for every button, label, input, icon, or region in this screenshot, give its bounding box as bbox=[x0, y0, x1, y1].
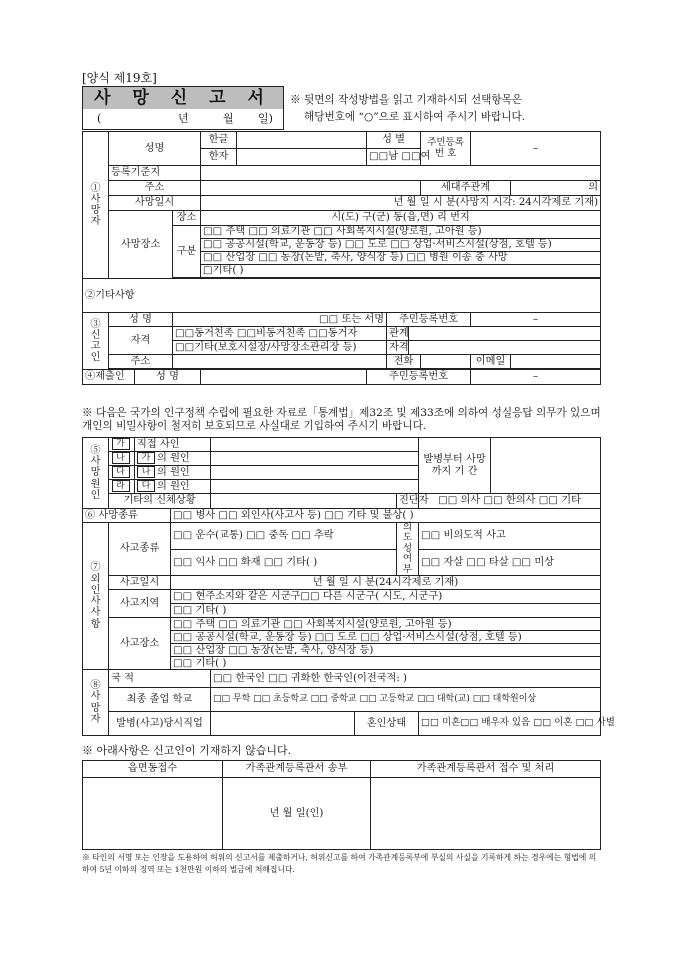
submitter-name-field[interactable] bbox=[201, 370, 367, 385]
qualification-q-label: 자격 bbox=[387, 341, 409, 355]
phone-label: 전화 bbox=[387, 355, 421, 369]
death-report-main-table bbox=[82, 131, 601, 385]
office-date: 년 월 일(인) bbox=[223, 778, 371, 850]
qualification-option-1[interactable]: □□동거친족 □□비동거친족 □□동거자 bbox=[173, 327, 387, 341]
reporter-address-label: 주소 bbox=[109, 355, 173, 369]
occupation-field[interactable] bbox=[211, 712, 355, 736]
accident-area-label: 사고지역 bbox=[109, 590, 171, 618]
accident-place-3[interactable]: □□ 산업장 □□ 농장(논밭, 축사, 양식장 등) bbox=[171, 644, 601, 657]
form-title: 사 망 신 고 서 bbox=[83, 87, 283, 109]
diagnoser-label: 진단자 bbox=[397, 494, 419, 509]
accident-type-2[interactable]: □□ 익사 □□ 화재 □□ 기타( ) bbox=[171, 549, 397, 576]
name-label: 성명 bbox=[109, 132, 201, 166]
accident-datetime-field[interactable]: 년 월 일 시 분(24시각제로 기재) bbox=[171, 576, 601, 590]
hanja-label: 한자 bbox=[201, 149, 237, 166]
other-body-label: 기타의 신체상황 bbox=[109, 494, 211, 509]
footer-warning: ※ 타인의 서명 또는 인장을 도용하여 허위의 신고서를 제출하거나, 허위신고를 하여 가족관계등록부에 부실의 사실을 기록하게 하는 경우에는 형법에 의하여 5년 이하의 징역 또는 1천만원 이하의 벌금에 처해집니다. bbox=[82, 853, 597, 874]
hangul-field[interactable] bbox=[237, 132, 367, 149]
cause-row-1-label: 직접 사인 bbox=[135, 438, 211, 452]
accident-type-label: 사고종류 bbox=[109, 523, 171, 576]
accident-area-1[interactable]: □□ 현주소지와 같은 시군구□□ 다른 시군구( 시도, 시군구) bbox=[171, 590, 601, 604]
rrn-label: 주민등록 번 호 bbox=[421, 132, 471, 166]
submitter-rrn-label: 주민등록번호 bbox=[367, 370, 471, 385]
accident-place-label: 사고장소 bbox=[109, 618, 171, 670]
accident-place-2[interactable]: □□ 공공시설(학교, 운동장 등) □□ 도로 □□ 상업·서비스시설(상점, 호텔 등) bbox=[171, 631, 601, 644]
nationality-label: 국 적 bbox=[109, 670, 211, 688]
submitter-name-label: 성 명 bbox=[135, 370, 201, 385]
cause-row-1-field[interactable] bbox=[211, 438, 419, 452]
office-receipt-cell bbox=[83, 778, 223, 850]
marital-options[interactable]: □□ 미혼□□ 배우자 있음 □□ 이혼 □□ 사별 bbox=[419, 712, 601, 736]
reporter-rrn-label: 주민등록번호 bbox=[387, 313, 471, 327]
office-col-3: 가족관계등록관서 접수 및 처리 bbox=[371, 761, 601, 778]
class-option-4[interactable]: □기타( ) bbox=[201, 265, 601, 278]
title-box bbox=[82, 86, 284, 130]
relation-label: 관계 bbox=[387, 327, 409, 341]
submitter-label: ④제출인 bbox=[83, 370, 135, 385]
section5-label: ⑤ 사 망 원 인 bbox=[83, 438, 109, 509]
head-rel-label: 세대주관계 bbox=[421, 181, 511, 196]
address-label: 주소 bbox=[109, 181, 201, 196]
email-label: 이메일 bbox=[471, 355, 511, 369]
statistics-notice: ※ 다음은 국가의 인구정책 수립에 필요한 자료로「통계법」제32조 및 제33조에 의하여 성실응답 의무가 있으며 개인의 비밀사항이 철저히 보호되므로 사실대로 기입하여 주시기 바랍니다. bbox=[82, 407, 601, 432]
accident-place-4[interactable]: □□ 기타( ) bbox=[171, 657, 601, 670]
intent-2[interactable]: □□ 자살 □□ 타살 □□ 미상 bbox=[419, 549, 601, 576]
diagnoser-options[interactable]: □□ 의사 □□ 한의사 □□ 기타 bbox=[419, 494, 601, 509]
cause-row-3-field[interactable] bbox=[211, 466, 419, 480]
period-label: 발병부터 사망까지 기 간 bbox=[419, 438, 491, 494]
other-body-field[interactable] bbox=[211, 494, 397, 509]
class-option-3[interactable]: □□ 산업장 □□ 농장(논밭, 축사, 양식장 등) □□ 병원 이송 중 사망 bbox=[201, 252, 601, 265]
place-field[interactable]: 시(도) 구(군) 동(읍,면) 리 번지 bbox=[201, 211, 601, 226]
death-datetime-field[interactable]: 년 월 일 시 분(사망지 시각: 24시각제로 기재) bbox=[201, 196, 601, 211]
head-rel-field[interactable]: 의 bbox=[511, 181, 601, 196]
qualification-q-field[interactable] bbox=[409, 341, 601, 355]
occupation-label: 발병(사고)당시직업 bbox=[109, 712, 211, 736]
sex-label: 성 별 bbox=[367, 132, 421, 149]
education-label: 최종 졸업 학교 bbox=[109, 688, 211, 712]
office-col-1: 읍면동접수 bbox=[83, 761, 223, 778]
section6-label: ⑥ 사망종류 bbox=[83, 509, 171, 523]
reporter-rrn-field[interactable]: – bbox=[471, 313, 601, 327]
cause-row-4-field[interactable] bbox=[211, 480, 419, 494]
address-field[interactable] bbox=[201, 181, 421, 196]
death-place-label: 사망장소 bbox=[109, 211, 173, 279]
class-option-1[interactable]: □□ 주택 □□ 의료기관 □□ 사회복지시설(양로원, 고아원 등) bbox=[201, 226, 601, 239]
email-field[interactable] bbox=[511, 355, 601, 369]
reg-base-label: 등록기준지 bbox=[109, 166, 201, 181]
office-col-2: 가족관계등록관서 송부 bbox=[223, 761, 371, 778]
office-use-table bbox=[82, 760, 601, 850]
qualification-option-2[interactable]: □□기타(보호시설장/사망장소관리장 등) bbox=[173, 341, 387, 355]
death-datetime-label: 사망일시 bbox=[109, 196, 201, 211]
period-field[interactable] bbox=[491, 438, 601, 494]
accident-type-1[interactable]: □□ 운수(교통) □□ 중독 □□ 추락 bbox=[171, 523, 397, 550]
other-matters-label: ②기타사항 bbox=[83, 279, 601, 313]
statistics-table: ⑤ 사 망 원 인 가 직접 사인 발병부터 사망까지 기 간 나 가 의 원인 다 나 의 원인 라 다 의 원인 기타의 신체상황 진단자 □□ 의사 □□ 한의사 □□ 기타 ⑥ 사망종류 □□ 병사 □□ 외인사(사고사 등) □□ 기타 및 불상( ) ⑦ 외 인 사 사 항 사고종류 □□ 운수(교통) □□ 중독 □□ 추락 의도성 여 부 □□ 비의도적 사고 □□ 익사 □□ 화재 □□ 기타( ) □□ 자살 □□ 타살 □□ 미상 사고일시 년 월 일 시 분(24시각제로 기재) 사고지역 □□ 현주소지와 같은 시군구□□ 다른 시군구( 시도, 시군구) □□ 기타( ) 사고장소 □□ 주택 □□ 의료기관 □□ 사회복지시설(양로원, 고아원 등) □□ 공공시설(학교, 운동장 등) □□ 도로 □□ 상업·서비스시설(상점, 호텔 등) □□ 산업장 □□ 농장(논밭, 축사, 양식장 등) □□ 기타( ) ⑧ 사 망 자 국 적 □□ 한국인 □□ 귀화한 한국인(이전국적: ) 최종 졸업 학교 □□ 무학 □□ 초등학교 □□ 중학교 □□ 고등학교 □□ 대학(교) □□ 대학원이상 발병(사고)당시직업 혼인상태 □□ 미혼□□ 배우자 있음 □□ 이혼 □□ 사별 bbox=[82, 437, 601, 736]
section3-label: ③ 신 고 인 bbox=[83, 313, 109, 370]
phone-field[interactable] bbox=[421, 355, 471, 369]
place-label: 장소 bbox=[173, 211, 201, 226]
hanja-field[interactable] bbox=[237, 149, 367, 166]
marital-label: 혼인상태 bbox=[355, 712, 419, 736]
nationality-options[interactable]: □□ 한국인 □□ 귀화한 한국인(이전국적: ) bbox=[211, 670, 601, 688]
accident-place-1[interactable]: □□ 주택 □□ 의료기관 □□ 사회복지시설(양로원, 고아원 등) bbox=[171, 618, 601, 631]
education-options[interactable]: □□ 무학 □□ 초등학교 □□ 중학교 □□ 고등학교 □□ 대학(교) □□ 대학원이상 bbox=[211, 688, 601, 712]
section1-label: ① 사 망 자 bbox=[83, 132, 109, 279]
hangul-label: 한글 bbox=[201, 132, 237, 149]
intent-label: 의도성 여 부 bbox=[397, 523, 419, 576]
reporter-address-field[interactable] bbox=[173, 355, 387, 369]
accident-datetime-label: 사고일시 bbox=[109, 576, 171, 590]
qualification-label: 자격 bbox=[109, 327, 173, 355]
reporter-sign-field[interactable]: □□ 또는 서명 bbox=[173, 313, 387, 327]
submitter-rrn-field[interactable]: – bbox=[471, 370, 601, 385]
death-type-options[interactable]: □□ 병사 □□ 외인사(사고사 등) □□ 기타 및 불상( ) bbox=[171, 509, 601, 523]
class-option-2[interactable]: □□ 공공시설(학교, 운동장 등) □□ 도로 □□ 상업·서비스시설(상점, 호텔 등) bbox=[201, 239, 601, 252]
relation-field[interactable] bbox=[409, 327, 601, 341]
section7-label: ⑦ 외 인 사 사 항 bbox=[83, 523, 109, 670]
section8-label: ⑧ 사 망 자 bbox=[83, 670, 109, 736]
reg-base-field[interactable] bbox=[201, 166, 601, 181]
office-use-notice: ※ 아래사항은 신고인이 기재하지 않습니다. bbox=[82, 744, 292, 757]
class-label: 구분 bbox=[173, 226, 201, 278]
rrn-field[interactable]: – bbox=[471, 132, 601, 166]
cause-row-1-box: 가 bbox=[109, 438, 135, 452]
top-note: ※ 뒷면의 작성방법을 읽고 기재하시되 선택항목은 해당번호에 “○”으로 표시하여 주시기 바랍니다. bbox=[290, 94, 526, 124]
intent-1[interactable]: □□ 비의도적 사고 bbox=[419, 523, 601, 550]
form-number: [양식 제19호] bbox=[82, 71, 157, 85]
reporter-name-label: 성 명 bbox=[109, 313, 173, 327]
office-process-cell bbox=[371, 778, 601, 850]
title-date: ( 년 월 일) bbox=[97, 112, 273, 125]
sex-options[interactable]: □□남 □□여 bbox=[367, 149, 421, 166]
accident-area-2[interactable]: □□ 기타( ) bbox=[171, 604, 601, 618]
cause-row-2-field[interactable] bbox=[211, 452, 419, 466]
